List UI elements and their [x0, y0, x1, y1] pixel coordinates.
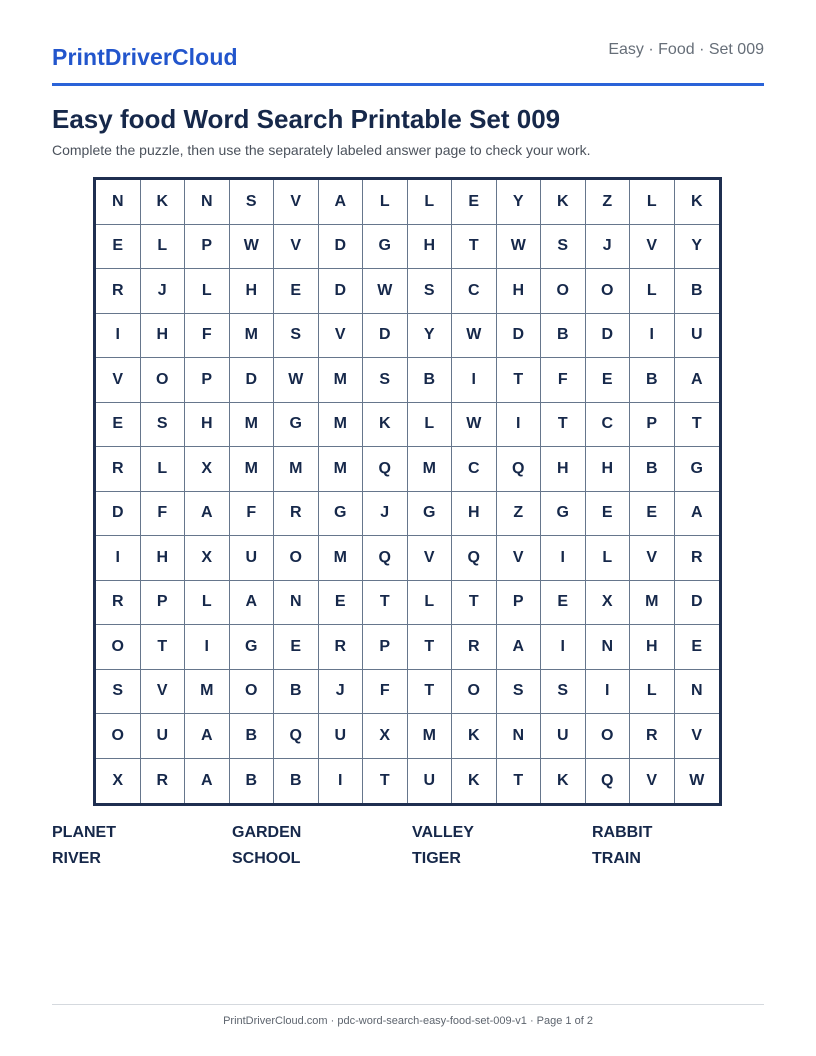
- grid-cell: L: [185, 581, 230, 626]
- grid-cell: R: [96, 581, 141, 626]
- grid-cell: M: [230, 403, 275, 448]
- grid-cell: E: [319, 581, 364, 626]
- grid-cell: N: [185, 180, 230, 225]
- grid-cell: I: [96, 314, 141, 359]
- grid-cell: I: [630, 314, 675, 359]
- grid-cell: D: [586, 314, 631, 359]
- grid-cell: D: [319, 225, 364, 270]
- grid-cell: T: [363, 581, 408, 626]
- grid-cell: E: [586, 492, 631, 537]
- grid-cell: V: [675, 714, 720, 759]
- grid-cell: U: [408, 759, 453, 804]
- grid-cell: P: [497, 581, 542, 626]
- grid-cell: V: [96, 358, 141, 403]
- grid-cell: B: [274, 759, 319, 804]
- grid-cell: Z: [586, 180, 631, 225]
- word-list-item: RABBIT: [592, 824, 653, 841]
- grid-cell: A: [497, 625, 542, 670]
- grid-cell: V: [274, 225, 319, 270]
- grid-cell: K: [141, 180, 186, 225]
- grid-cell: F: [230, 492, 275, 537]
- grid-cell: E: [274, 269, 319, 314]
- grid-cell: K: [363, 403, 408, 448]
- grid-cell: B: [541, 314, 586, 359]
- grid-cell: I: [541, 536, 586, 581]
- grid-cell: L: [630, 180, 675, 225]
- grid-cell: V: [141, 670, 186, 715]
- grid-cell: H: [452, 492, 497, 537]
- grid-cell: T: [452, 581, 497, 626]
- grid-cell: L: [185, 269, 230, 314]
- grid-cell: B: [230, 714, 275, 759]
- grid-cell: T: [141, 625, 186, 670]
- grid-cell: T: [408, 670, 453, 715]
- grid-cell: P: [363, 625, 408, 670]
- grid-cell: I: [185, 625, 230, 670]
- grid-cell: T: [408, 625, 453, 670]
- grid-cell: E: [586, 358, 631, 403]
- grid-cell: Y: [675, 225, 720, 270]
- brand-logo[interactable]: PrintDriverCloud: [52, 44, 238, 70]
- grid-cell: D: [497, 314, 542, 359]
- grid-cell: A: [185, 759, 230, 804]
- grid-cell: L: [630, 670, 675, 715]
- grid-cell: H: [586, 447, 631, 492]
- grid-cell: L: [408, 180, 453, 225]
- grid-cell: S: [363, 358, 408, 403]
- grid-cell: D: [675, 581, 720, 626]
- grid-cell: M: [319, 403, 364, 448]
- grid-cell: O: [586, 269, 631, 314]
- grid-cell: T: [541, 403, 586, 448]
- grid-cell: E: [541, 581, 586, 626]
- grid-cell: E: [630, 492, 675, 537]
- grid-cell: Q: [363, 447, 408, 492]
- grid-cell: M: [630, 581, 675, 626]
- grid-cell: U: [319, 714, 364, 759]
- grid-cell: R: [96, 447, 141, 492]
- grid-cell: H: [141, 314, 186, 359]
- grid-cell: A: [185, 492, 230, 537]
- grid-cell: C: [452, 269, 497, 314]
- grid-cell: I: [586, 670, 631, 715]
- grid-cell: J: [319, 670, 364, 715]
- grid-cell: I: [452, 358, 497, 403]
- grid-cell: Q: [497, 447, 542, 492]
- grid-cell: M: [319, 358, 364, 403]
- grid-cell: M: [274, 447, 319, 492]
- grid-cell: Q: [452, 536, 497, 581]
- grid-cell: E: [452, 180, 497, 225]
- grid-cell: G: [363, 225, 408, 270]
- grid-cell: W: [274, 358, 319, 403]
- grid-cell: M: [319, 447, 364, 492]
- word-list-item: PLANET: [52, 824, 116, 841]
- grid-cell: L: [141, 447, 186, 492]
- grid-cell: L: [363, 180, 408, 225]
- grid-cell: F: [185, 314, 230, 359]
- grid-cell: X: [185, 447, 230, 492]
- grid-cell: U: [230, 536, 275, 581]
- grid-cell: W: [689, 771, 705, 789]
- grid-cell: W: [230, 225, 275, 270]
- grid-cell: B: [408, 358, 453, 403]
- grid-cell: S: [141, 403, 186, 448]
- grid-cell: F: [363, 670, 408, 715]
- grid-cell: V: [497, 536, 542, 581]
- grid-cell: L: [408, 403, 453, 448]
- grid-cell: S: [541, 225, 586, 270]
- grid-cell: P: [185, 358, 230, 403]
- grid-cell: R: [141, 759, 186, 804]
- grid-cell: Q: [586, 759, 631, 804]
- grid-cell: D: [96, 492, 141, 537]
- grid-cell: A: [675, 358, 720, 403]
- grid-cell: I: [96, 536, 141, 581]
- grid-cell: N: [497, 714, 542, 759]
- word-list-item: SCHOOL: [232, 850, 301, 867]
- grid-cell: M: [408, 447, 453, 492]
- grid-cell: N: [96, 180, 141, 225]
- grid-cell: S: [274, 314, 319, 359]
- grid-cell: O: [452, 670, 497, 715]
- grid-cell: B: [230, 759, 275, 804]
- grid-cell: I: [497, 403, 542, 448]
- grid-cell: N: [274, 581, 319, 626]
- grid-cell: H: [408, 225, 453, 270]
- grid-cell: K: [452, 759, 497, 804]
- grid-cell: R: [675, 536, 720, 581]
- grid-cell: U: [675, 314, 720, 359]
- worksheet-page: [52, 0, 764, 1056]
- grid-cell: F: [541, 358, 586, 403]
- grid-cell: X: [96, 759, 141, 804]
- grid-cell: R: [630, 714, 675, 759]
- grid-cell: L: [408, 581, 453, 626]
- grid-cell: X: [185, 536, 230, 581]
- word-search-grid: [93, 177, 722, 806]
- grid-cell: B: [274, 670, 319, 715]
- grid-cell: H: [541, 447, 586, 492]
- grid-cell: Q: [363, 536, 408, 581]
- grid-cell: N: [586, 625, 631, 670]
- grid-cell: U: [141, 714, 186, 759]
- grid-cell: V: [319, 314, 364, 359]
- grid-cell: P: [630, 403, 675, 448]
- grid-cell: G: [319, 492, 364, 537]
- word-list-item: TRAIN: [592, 850, 641, 867]
- grid-cell: L: [630, 269, 675, 314]
- word-list: [52, 824, 764, 868]
- page-footer: PrintDriverCloud.com · pdc-word-search-easy-food-set-009-v1 · Page 1 of 2: [52, 1004, 764, 1027]
- grid-cell: D: [363, 314, 408, 359]
- grid-cell: K: [541, 759, 586, 804]
- grid-cell: K: [452, 714, 497, 759]
- grid-cell: F: [141, 492, 186, 537]
- grid-cell: S: [230, 180, 275, 225]
- word-list-item: VALLEY: [412, 824, 474, 841]
- grid-cell: Y: [497, 180, 542, 225]
- grid-cell: E: [96, 225, 141, 270]
- grid-cell: C: [452, 447, 497, 492]
- word-list-item: TIGER: [412, 850, 461, 867]
- grid-cell: D: [230, 358, 275, 403]
- grid-cell: O: [96, 714, 141, 759]
- grid-cell: B: [630, 447, 675, 492]
- grid-cell: P: [185, 225, 230, 270]
- grid-cell: V: [408, 536, 453, 581]
- grid-cell: H: [185, 403, 230, 448]
- grid-cell: W: [497, 225, 542, 270]
- grid-cell: G: [675, 447, 720, 492]
- grid-cell: G: [230, 625, 275, 670]
- grid-cell: X: [363, 714, 408, 759]
- grid-cell: W: [452, 403, 497, 448]
- grid-cell: C: [586, 403, 631, 448]
- grid-cell: A: [185, 714, 230, 759]
- grid-cell: H: [230, 269, 275, 314]
- grid-cell: E: [675, 625, 720, 670]
- grid-cell: A: [675, 492, 720, 537]
- grid-cell: S: [541, 670, 586, 715]
- grid-cell: B: [675, 269, 720, 314]
- grid-cell: O: [230, 670, 275, 715]
- word-list-item: GARDEN: [232, 824, 302, 841]
- grid-cell: R: [319, 625, 364, 670]
- grid-cell: B: [630, 358, 675, 403]
- grid-cell: R: [274, 492, 319, 537]
- grid-cell: L: [586, 536, 631, 581]
- grid-cell: W: [452, 314, 497, 359]
- grid-cell: R: [452, 625, 497, 670]
- grid-cell: G: [408, 492, 453, 537]
- grid-cell: M: [230, 447, 275, 492]
- grid-cell: O: [541, 269, 586, 314]
- grid-cell: Q: [274, 714, 319, 759]
- grid-cell: S: [497, 670, 542, 715]
- grid-cell: I: [541, 625, 586, 670]
- grid-cell: T: [497, 759, 542, 804]
- grid-cell: J: [141, 269, 186, 314]
- grid-cell: H: [141, 536, 186, 581]
- grid-cell: M: [319, 536, 364, 581]
- grid-cell: V: [274, 180, 319, 225]
- grid-cell: O: [586, 714, 631, 759]
- grid-cell: G: [541, 492, 586, 537]
- grid-cell: E: [274, 625, 319, 670]
- grid-cell: J: [586, 225, 631, 270]
- grid-cell: Y: [408, 314, 453, 359]
- grid-cell: R: [96, 269, 141, 314]
- grid-cell: O: [141, 358, 186, 403]
- grid-cell: P: [141, 581, 186, 626]
- grid-cell: W: [363, 269, 408, 314]
- grid-cell: E: [96, 403, 141, 448]
- grid-cell: T: [497, 358, 542, 403]
- grid-cell: A: [230, 581, 275, 626]
- grid-cell: I: [319, 759, 364, 804]
- grid-cell: M: [408, 714, 453, 759]
- grid-cell: V: [630, 759, 675, 804]
- grid-cell: Z: [497, 492, 542, 537]
- word-list-item: RIVER: [52, 850, 101, 867]
- grid-cell: O: [96, 625, 141, 670]
- page-title: Easy food Word Search Printable Set 009: [52, 104, 561, 134]
- grid-cell: V: [630, 225, 675, 270]
- page-subtitle: Complete the puzzle, then use the separately labeled answer page to check your work.: [52, 142, 591, 158]
- page-header: [52, 0, 764, 86]
- grid-cell: M: [230, 314, 275, 359]
- grid-cell: G: [274, 403, 319, 448]
- grid-cell: O: [274, 536, 319, 581]
- grid-cell: T: [363, 759, 408, 804]
- grid-cell: V: [630, 536, 675, 581]
- grid-cell: D: [319, 269, 364, 314]
- grid-cell: X: [586, 581, 631, 626]
- grid-cell: H: [630, 625, 675, 670]
- grid-cell: K: [675, 180, 720, 225]
- grid-cell: S: [96, 670, 141, 715]
- grid-cell: K: [541, 180, 586, 225]
- grid-cell: M: [185, 670, 230, 715]
- grid-cell: U: [541, 714, 586, 759]
- grid-cell: A: [319, 180, 364, 225]
- grid-cell: J: [363, 492, 408, 537]
- grid-cell: H: [497, 269, 542, 314]
- puzzle-meta: Easy · Food · Set 009: [608, 41, 764, 58]
- grid-cell: S: [408, 269, 453, 314]
- grid-cell: L: [141, 225, 186, 270]
- grid-cell: N: [675, 670, 720, 715]
- grid-cell: T: [675, 403, 720, 448]
- grid-cell: T: [452, 225, 497, 270]
